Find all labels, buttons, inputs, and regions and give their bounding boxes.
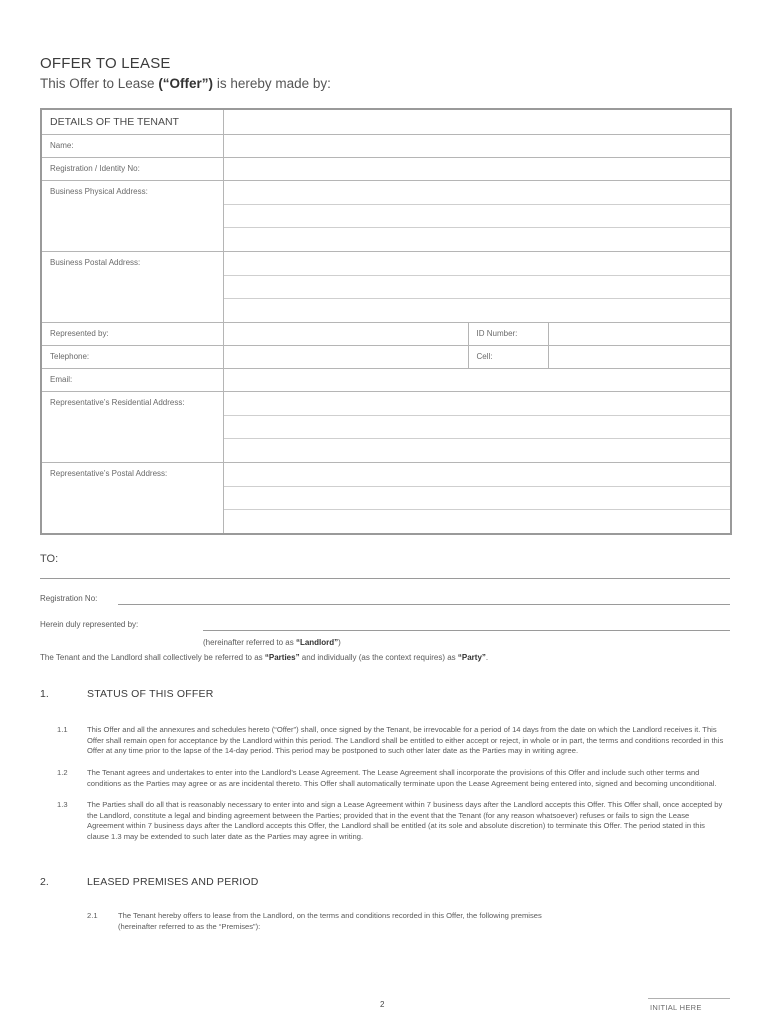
landlord-registration-label: Registration No: — [40, 594, 98, 603]
clause-2-1-number: 2.1 — [87, 911, 98, 920]
parties-text-mid: and individually (as the context requires) as — [299, 653, 458, 662]
page-number: 2 — [380, 1000, 385, 1009]
rep-residential-label: Representative’s Residential Address: — [41, 392, 223, 463]
herein-represented-label: Herein duly represented by: — [40, 620, 139, 629]
subtitle-bold: (“Offer”) — [158, 76, 214, 91]
page-subtitle — [40, 76, 331, 91]
cell-label: Cell: — [468, 346, 548, 369]
postal-address-label: Business Postal Address: — [41, 252, 223, 323]
to-label: TO: — [40, 553, 59, 565]
physical-address-field[interactable] — [223, 181, 731, 252]
clause-1-3-number: 1.3 — [57, 800, 68, 809]
landlord-term: “Landlord” — [295, 638, 339, 647]
name-field[interactable] — [223, 135, 731, 158]
hereinafter-text: (hereinafter referred to as — [203, 638, 296, 647]
clause-1-2-number: 1.2 — [57, 768, 68, 777]
parties-text: The Tenant and the Landlord shall collectively be referred to as — [40, 653, 265, 662]
subtitle-text: This Offer to Lease — [40, 76, 159, 91]
tenant-details-table — [40, 108, 732, 535]
initial-here-label: INITIAL HERE — [650, 1003, 702, 1012]
id-number-field[interactable] — [548, 323, 731, 346]
registration-label: Registration / Identity No: — [41, 158, 223, 181]
to-line[interactable] — [40, 578, 730, 579]
clause-2-1-text: The Tenant hereby offers to lease from the Landlord, on the terms and conditions recorded in this Offer, the following premises (hereinafter referred to as the “Premises”): — [118, 911, 542, 931]
section-1-number: 1. — [40, 688, 49, 700]
tenant-table-heading: DETAILS OF THE TENANT — [41, 109, 223, 135]
clause-1-1-text: This Offer and all the annexures and schedules hereto (“Offer”) shall, once signed by the Tenant, be irrevocable for a period of 14 days from the date on which the Landlord receives it. This Offer shall remain open for acceptance by the Landlord within this period. The Landlord shall be entitled to either accept or reject, in whole or in part, the terms and conditions recorded in this Offer at any time prior to the lapse of the 14-day period. This period may be postponed to such other later date as the Parties may in writing agree. — [87, 725, 724, 756]
represented-by-field[interactable] — [223, 323, 468, 346]
parties-term: “Parties” — [264, 653, 300, 662]
landlord-registration-line[interactable] — [118, 604, 730, 605]
heading-blank-cell — [223, 109, 731, 135]
clause-1-3-text: The Parties shall do all that is reasonably necessary to enter into and sign a Lease Agreement within 7 business days after the Landlord accepts this Offer. This Offer shall, once accepted by the Landlord, constitute a legal and binding agreement between the Parties; provided that in the event that the Tenant (for any reason whatsoever) refuses or fails to sign the Lease Agreement within 7 business days after the Landlord accepts this Offer, the Landlord shall be entitled (at its sole and absolute discretion) to terminate this Offer. The period stated in this clause 1.3 may be extended to such later date as the Parties may agree in writing. — [87, 800, 723, 841]
parties-definition — [40, 653, 488, 662]
rep-postal-label: Representative’s Postal Address: — [41, 463, 223, 535]
postal-address-field[interactable] — [223, 252, 731, 323]
section-2-number: 2. — [40, 876, 49, 888]
section-2-title: LEASED PREMISES AND PERIOD — [87, 876, 259, 888]
parties-text-end: . — [485, 653, 489, 662]
represented-by-label: Represented by: — [41, 323, 223, 346]
herein-represented-line[interactable] — [203, 630, 730, 631]
id-number-label: ID Number: — [468, 323, 548, 346]
section-1-title: STATUS OF THIS OFFER — [87, 688, 214, 700]
email-field[interactable] — [223, 369, 731, 392]
cell-field[interactable] — [548, 346, 731, 369]
subtitle-text-end: is hereby made by: — [213, 76, 331, 91]
name-label: Name: — [41, 135, 223, 158]
initial-line[interactable] — [648, 998, 730, 999]
hereinafter-text-end: ) — [338, 638, 341, 647]
physical-address-label: Business Physical Address: — [41, 181, 223, 252]
rep-postal-field[interactable] — [223, 463, 731, 535]
page-title: OFFER TO LEASE — [40, 55, 171, 72]
hereinafter-landlord — [203, 638, 341, 647]
telephone-label: Telephone: — [41, 346, 223, 369]
telephone-field[interactable] — [223, 346, 468, 369]
rep-residential-field[interactable] — [223, 392, 731, 463]
email-label: Email: — [41, 369, 223, 392]
clause-1-1-number: 1.1 — [57, 725, 68, 734]
clause-1-2-text: The Tenant agrees and undertakes to enter into the Landlord’s Lease Agreement. The Lease Agreement shall incorporate the provisions of this Offer and include such other terms and conditions as the Parties may agree or as are incidental thereto. This Offer shall automatically terminate upon the Lease Agreement being entered into, signed and becoming unconditional. — [87, 768, 717, 788]
party-term: “Party” — [457, 653, 486, 662]
registration-field[interactable] — [223, 158, 731, 181]
